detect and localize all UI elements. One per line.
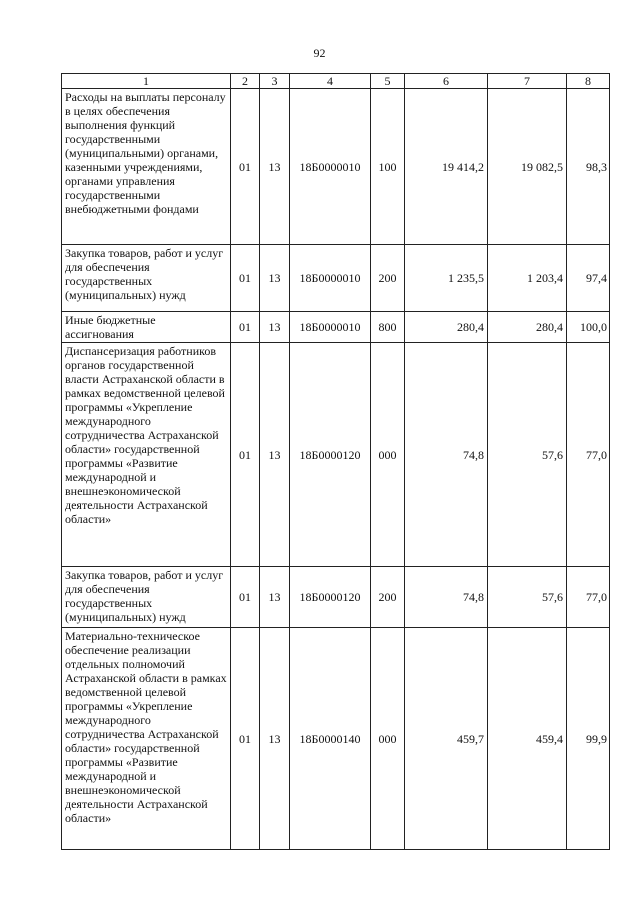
row-description: Материально-техническое обеспечение реализации отдельных полномочий Астраханской области в рамках ведомственной целевой программы «Укрепление международного сотрудничества Астраханской области» государственной программы «Развитие международной и внешнеэкономической деятельности Астраханской области» <box>62 628 231 850</box>
column-header: 5 <box>371 74 405 89</box>
column-header: 8 <box>567 74 610 89</box>
section-code: 01 <box>231 89 260 245</box>
expense-type-code: 000 <box>371 628 405 850</box>
table-header-row <box>62 74 610 89</box>
planned-amount: 280,4 <box>405 312 488 343</box>
row-description: Закупка товаров, работ и услуг для обеспечения государственных (муниципальных) нужд <box>62 245 231 312</box>
column-header: 6 <box>405 74 488 89</box>
table-row <box>62 628 610 850</box>
execution-percent: 77,0 <box>567 567 610 628</box>
actual-amount: 280,4 <box>488 312 567 343</box>
target-article-code: 18Б0000120 <box>290 343 371 567</box>
row-description: Закупка товаров, работ и услуг для обеспечения государственных (муниципальных) нужд <box>62 567 231 628</box>
actual-amount: 19 082,5 <box>488 89 567 245</box>
actual-amount: 57,6 <box>488 343 567 567</box>
target-article-code: 18Б0000120 <box>290 567 371 628</box>
expense-type-code: 800 <box>371 312 405 343</box>
column-header: 1 <box>62 74 231 89</box>
column-header: 4 <box>290 74 371 89</box>
target-article-code: 18Б0000010 <box>290 89 371 245</box>
section-code: 01 <box>231 343 260 567</box>
table-row <box>62 343 610 567</box>
section-code: 01 <box>231 245 260 312</box>
actual-amount: 459,4 <box>488 628 567 850</box>
subsection-code: 13 <box>260 567 290 628</box>
target-article-code: 18Б0000010 <box>290 312 371 343</box>
planned-amount: 1 235,5 <box>405 245 488 312</box>
expense-type-code: 000 <box>371 343 405 567</box>
planned-amount: 19 414,2 <box>405 89 488 245</box>
subsection-code: 13 <box>260 343 290 567</box>
subsection-code: 13 <box>260 628 290 850</box>
subsection-code: 13 <box>260 312 290 343</box>
execution-percent: 100,0 <box>567 312 610 343</box>
section-code: 01 <box>231 628 260 850</box>
column-header: 7 <box>488 74 567 89</box>
planned-amount: 459,7 <box>405 628 488 850</box>
table-row <box>62 567 610 628</box>
subsection-code: 13 <box>260 245 290 312</box>
expense-type-code: 200 <box>371 567 405 628</box>
expense-type-code: 100 <box>371 89 405 245</box>
table-row <box>62 89 610 245</box>
execution-percent: 77,0 <box>567 343 610 567</box>
table-row <box>62 245 610 312</box>
subsection-code: 13 <box>260 89 290 245</box>
column-header: 3 <box>260 74 290 89</box>
row-description: Диспансеризация работников органов государственной власти Астраханской области в рамках ведомственной целевой программы «Укрепление международного сотрудничества Астраханской области» государственной программы «Развитие международной и внешнеэкономической деятельности Астраханской области» <box>62 343 231 567</box>
column-header: 2 <box>231 74 260 89</box>
planned-amount: 74,8 <box>405 343 488 567</box>
row-description: Иные бюджетные ассигнования <box>62 312 231 343</box>
page-number: 92 <box>313 46 326 60</box>
execution-percent: 97,4 <box>567 245 610 312</box>
budget-table <box>61 73 610 850</box>
row-description: Расходы на выплаты персоналу в целях обеспечения выполнения функций государственными (муниципальными) органами, казенными учреждениями, органами управления государственными внебюджетными фондами <box>62 89 231 245</box>
table-row <box>62 312 610 343</box>
target-article-code: 18Б0000010 <box>290 245 371 312</box>
section-code: 01 <box>231 567 260 628</box>
planned-amount: 74,8 <box>405 567 488 628</box>
actual-amount: 57,6 <box>488 567 567 628</box>
target-article-code: 18Б0000140 <box>290 628 371 850</box>
section-code: 01 <box>231 312 260 343</box>
execution-percent: 99,9 <box>567 628 610 850</box>
expense-type-code: 200 <box>371 245 405 312</box>
actual-amount: 1 203,4 <box>488 245 567 312</box>
execution-percent: 98,3 <box>567 89 610 245</box>
